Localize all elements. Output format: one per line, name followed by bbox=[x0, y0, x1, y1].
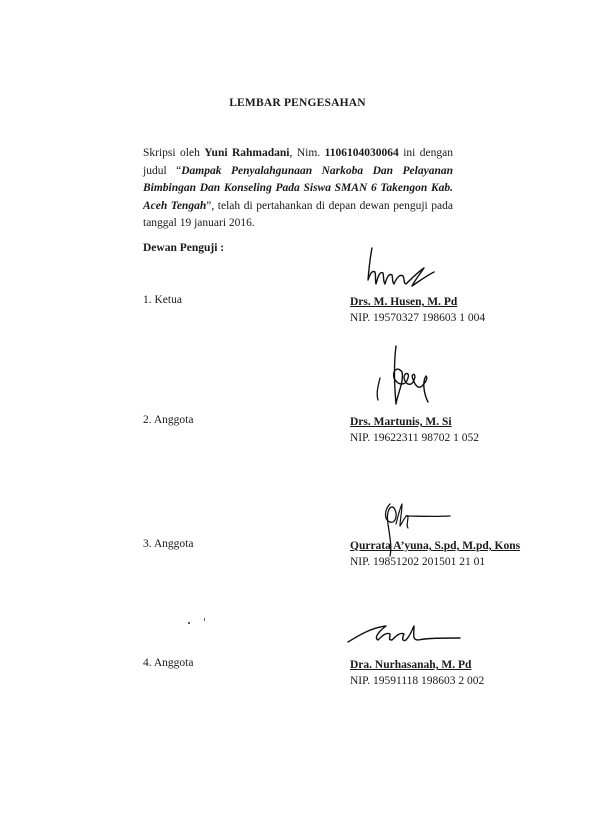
member-signer-1 bbox=[350, 294, 485, 326]
member-nip-1: NIP. 19570327 198603 1 004 bbox=[350, 312, 486, 324]
author-name: Yuni Rahmadani bbox=[204, 147, 290, 159]
member-role-4: 4. Anggota bbox=[143, 657, 194, 669]
scan-speck-2 bbox=[204, 618, 205, 621]
member-name-4: Dra. Nurhasanah, M. Pd bbox=[350, 659, 472, 671]
committee-heading: Dewan Penguji : bbox=[143, 242, 225, 254]
member-name-1: Drs. M. Husen, M. Pd bbox=[350, 296, 458, 308]
paragraph-text-4: ”, telah di pertahankan di depan dewan penguji pada tanggal 19 januari 2016. bbox=[143, 199, 453, 229]
paragraph-text-3: ini dengan judul “ bbox=[143, 147, 454, 177]
member-name-3: Qurrata A’yuna, S.pd, M.pd, Kons bbox=[350, 540, 521, 552]
paragraph-text-1: Skripsi oleh bbox=[143, 147, 205, 159]
member-nip-3: NIP. 19851202 201501 21 01 bbox=[350, 556, 486, 568]
approval-paragraph bbox=[143, 145, 453, 233]
member-role-2: 2. Anggota bbox=[143, 414, 194, 426]
page-title: LEMBAR PENGESAHAN bbox=[229, 97, 366, 109]
member-signer-2 bbox=[350, 414, 479, 446]
member-nip-2: NIP. 19622311 98702 1 052 bbox=[350, 432, 479, 444]
thesis-title: Dampak Penyalahgunaan Narkoba Dan Pelayanan Bimbingan Dan Konseling Pada Siswa SMAN 6 Takengon Kab. Aceh Tengah bbox=[143, 164, 454, 212]
signature-3 bbox=[376, 494, 456, 560]
paragraph-text-2: , Nim. bbox=[289, 147, 325, 159]
signature-1 bbox=[360, 244, 450, 294]
scan-speck bbox=[188, 622, 190, 624]
member-signer-4 bbox=[350, 657, 484, 689]
student-number: 1106104030064 bbox=[324, 147, 399, 159]
member-name-2: Drs. Martunis, M. Si bbox=[350, 416, 452, 428]
signature-4 bbox=[344, 616, 464, 650]
member-role-1: 1. Ketua bbox=[143, 294, 182, 306]
signature-2 bbox=[368, 342, 438, 416]
member-nip-4: NIP. 19591118 198603 2 002 bbox=[350, 675, 485, 687]
member-role-3: 3. Anggota bbox=[143, 538, 194, 550]
